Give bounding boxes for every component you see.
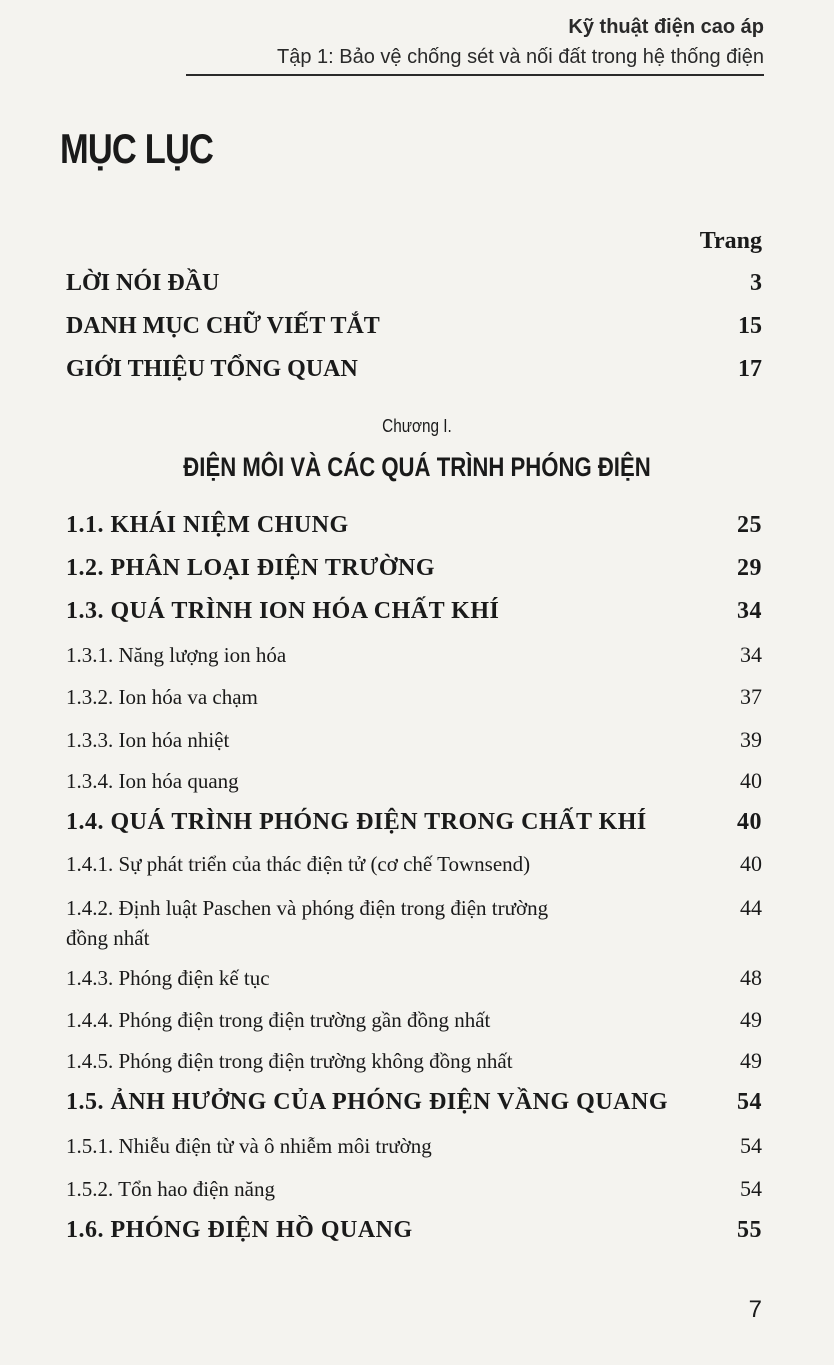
toc-entry-title-line2: đồng nhất [66,926,150,950]
toc-entry-page: 34 [737,598,762,624]
toc-entry-page: 48 [740,965,762,990]
volume-title: Tập 1: Bảo vệ chống sét và nối đất trong hệ thống điện [276,46,764,68]
toc-subsection [66,768,762,794]
book-title: Kỹ thuật điện cao áp [568,16,764,38]
toc-entry-front [66,270,762,297]
toc-section [66,512,762,539]
toc-entry-title: 1.6. PHÓNG ĐIỆN HỒ QUANG [66,1217,413,1243]
toc-entry-title: 1.1. KHÁI NIỆM CHUNG [66,512,349,538]
toc-subsection-wrapped [66,893,762,953]
toc-entry-title-line1: 1.4.2. Định luật Paschen và phóng điện trong điện trường [66,896,549,920]
page-column-label: Trang [699,228,762,254]
toc-entry-title: GIỚI THIỆU TỔNG QUAN [66,356,358,382]
toc-entry-page: 54 [737,1089,762,1115]
toc-entry-page: 15 [738,313,762,339]
toc-section [66,555,762,582]
toc-entry-page: 3 [750,270,762,296]
page-number: 7 [748,1296,762,1323]
toc-title: MỤC LỤC [60,125,214,172]
toc-entry-title: 1.4.5. Phóng điện trong điện trường không đồng nhất [66,1049,513,1073]
toc-entry-front [66,313,762,340]
toc-section [66,1089,762,1116]
toc-entry-title: 1.5.1. Nhiễu điện từ và ô nhiễm môi trường [66,1134,432,1158]
toc-subsection [66,1007,762,1033]
toc-entry-title [66,893,762,953]
toc-entry-page: 37 [740,684,762,709]
toc-subsection [66,851,762,877]
toc-entry-page: 54 [740,1176,762,1201]
chapter-title: ĐIỆN MÔI VÀ CÁC QUÁ TRÌNH PHÓNG ĐIỆN [183,452,651,482]
toc-entry-page: 54 [740,1133,762,1158]
toc-entry-page: 40 [740,851,762,876]
toc-entry-page: 49 [740,1007,762,1032]
toc-entry-title: 1.4.3. Phóng điện kế tục [66,966,270,990]
toc-entry-page: 25 [737,512,762,538]
toc-subsection [66,1048,762,1074]
toc-entry-title: 1.3. QUÁ TRÌNH ION HÓA CHẤT KHÍ [66,598,500,624]
toc-section [66,809,762,836]
chapter-label: Chương I. [382,416,452,436]
toc-entry-page: 29 [737,555,762,581]
toc-entry-title: 1.3.2. Ion hóa va chạm [66,685,258,709]
toc-entry-title: 1.3.1. Năng lượng ion hóa [66,643,287,667]
toc-subsection [66,1133,762,1159]
toc-entry-title: 1.3.4. Ion hóa quang [66,769,239,793]
toc-entry-title: 1.5.2. Tổn hao điện năng [66,1177,275,1201]
toc-section [66,598,762,625]
toc-subsection [66,965,762,991]
toc-entry-page: 44 [740,895,762,920]
toc-entry-page: 17 [738,356,762,382]
toc-entry-page: 34 [740,642,762,667]
toc-section [66,1217,762,1244]
toc-subsection [66,642,762,668]
running-header [277,14,764,70]
toc-entry-page: 39 [740,727,762,752]
toc-entry-title: DANH MỤC CHỮ VIẾT TẮT [66,313,380,339]
toc-entry-page: 40 [740,768,762,793]
toc-entry-title: 1.3.3. Ion hóa nhiệt [66,728,230,752]
header-rule [186,74,764,76]
toc-entry-page: 49 [740,1048,762,1073]
toc-entry-title: 1.4. QUÁ TRÌNH PHÓNG ĐIỆN TRONG CHẤT KHÍ [66,809,647,835]
toc-entry-front [66,356,762,383]
toc-entry-title: 1.4.1. Sự phát triển của thác điện tử (cơ chế Townsend) [66,852,531,876]
toc-subsection [66,727,762,753]
toc-entry-page: 40 [737,809,762,835]
toc-subsection [66,684,762,710]
toc-subsection [66,1176,762,1202]
toc-entry-title: LỜI NÓI ĐẦU [66,270,220,296]
toc-entry-title: 1.5. ẢNH HƯỞNG CỦA PHÓNG ĐIỆN VẦNG QUANG [66,1089,669,1115]
toc-entry-title: 1.4.4. Phóng điện trong điện trường gần đồng nhất [66,1008,491,1032]
toc-entry-page: 55 [737,1217,762,1243]
toc-entry-title: 1.2. PHÂN LOẠI ĐIỆN TRƯỜNG [66,555,436,581]
